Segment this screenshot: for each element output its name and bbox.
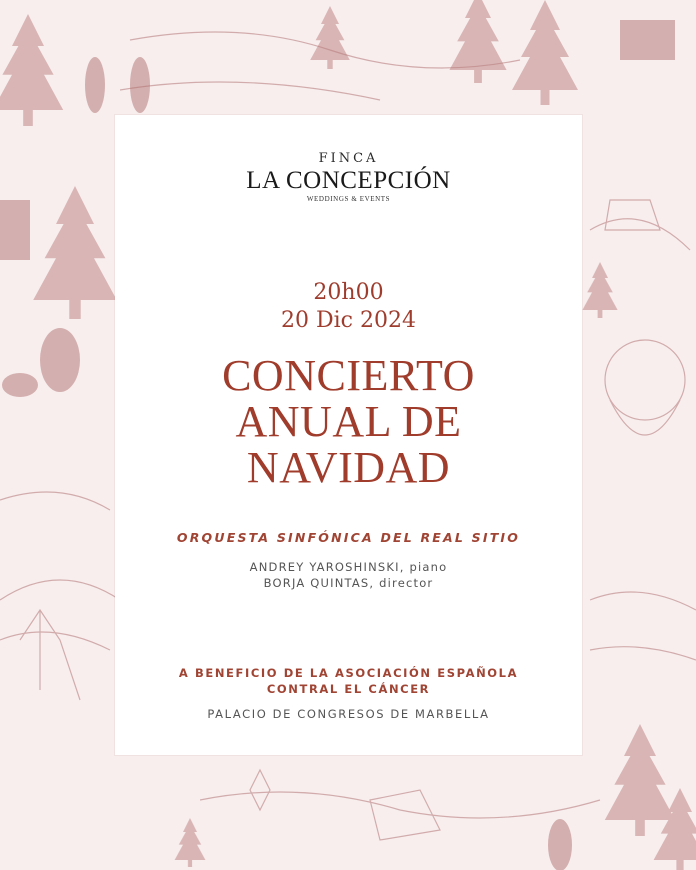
- event-time: 20h00: [313, 280, 384, 305]
- poster-card: [115, 115, 582, 755]
- event-title-line-2: ANUAL DE: [235, 397, 462, 446]
- venue: PALACIO DE CONGRESOS DE MARBELLA: [207, 707, 490, 721]
- event-title-line-1: CONCIERTO: [222, 351, 475, 400]
- soloist: ANDREY YAROSHINSKI, piano: [249, 560, 448, 574]
- orchestra-name: ORQUESTA SINFÓNICA DEL REAL SITIO: [176, 530, 521, 545]
- logo-name: LA CONCEPCIÓN: [246, 167, 451, 194]
- logo-tagline: WEDDINGS & EVENTS: [306, 195, 391, 203]
- logo-finca: FINCA: [318, 151, 379, 166]
- event-title: [115, 353, 582, 491]
- benefit-line-1: A BENEFICIO DE LA ASOCIACIÓN ESPAÑOLA: [178, 666, 519, 680]
- event-title-line-3: NAVIDAD: [246, 443, 451, 492]
- benefit-line-2: CONTRAL EL CÁNCER: [266, 682, 431, 696]
- event-date: 20 Dic 2024: [281, 308, 416, 333]
- director: BORJA QUINTAS, director: [263, 576, 434, 590]
